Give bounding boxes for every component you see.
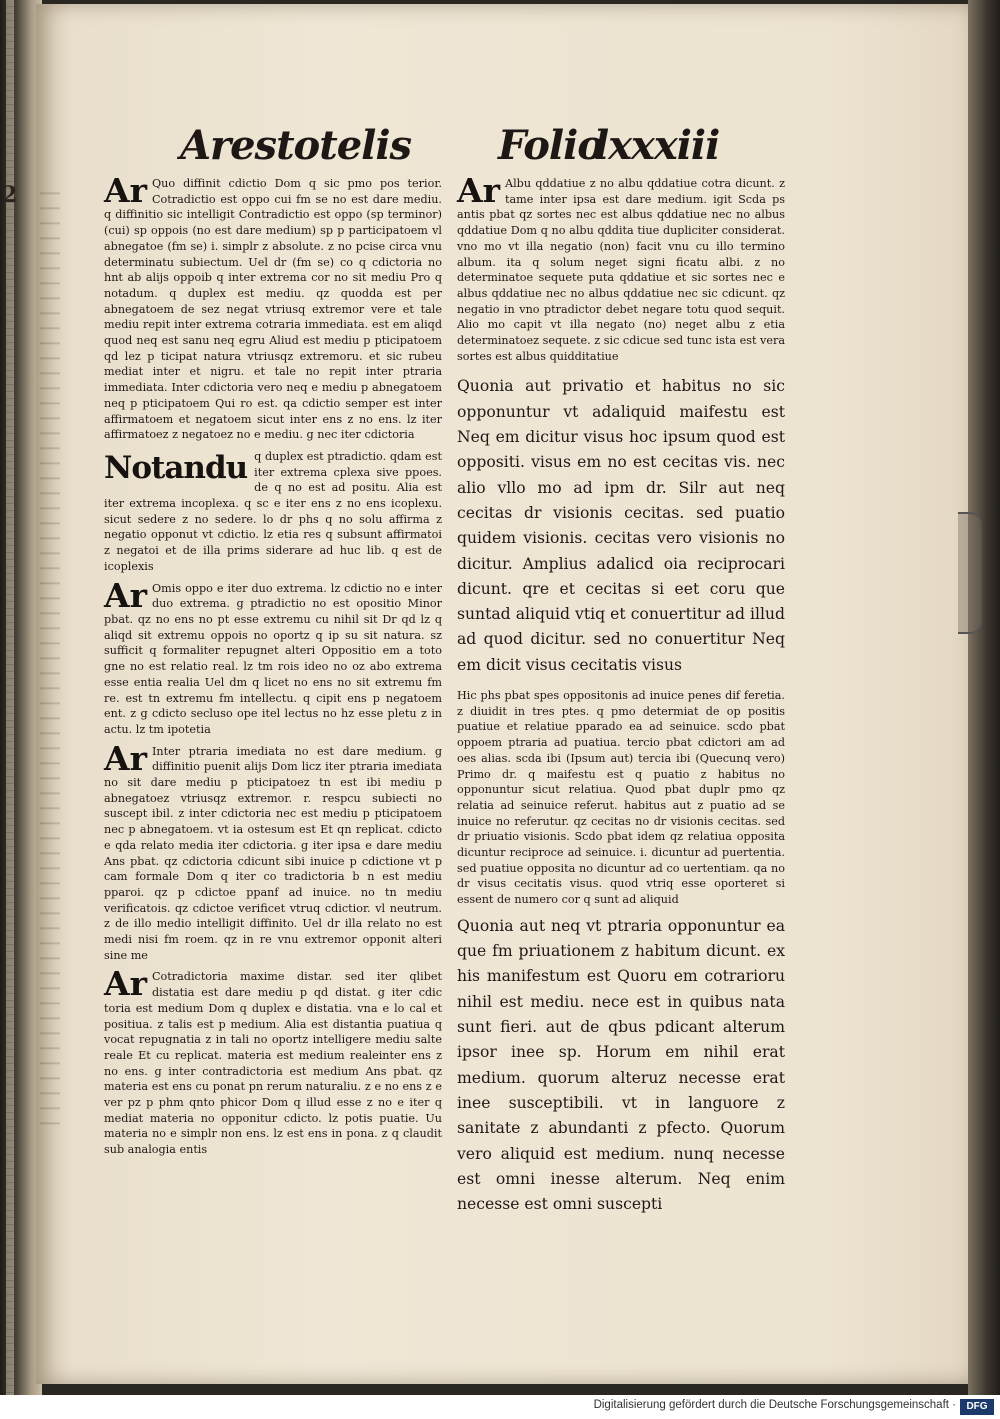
right-commentary: Hic phs pbat spes oppositonis ad inuice penes dif feretia. z diuidit in tres ptes. q pmo determiat de op positis puatiue et relatiue pparado ea ad seinuice. scdo pbat oppoem ptraria ad puatiua. tercio pbat cdictori am ad oes alias. scda ibi (Ipsum aut) tercia ibi (Quecunq vero) Primo dr. q maifestu est q puatio z habitus no opponuntur sicut relatiua. Quod pbat duplr pmo qz relatia ad seinuice referut. habitus aut z puatio ad se inuice no referutur. qz cecitas no dr visionis cecitas. sed dr priuatio visionis. Scdo pbat idem qz relatiua opposita dicuntur reciproce ad seinuice. i. dicuntur ad puertentia. sed puatiue opposita no dicuntur ad co uertentiam. qa no dr visus cecitatis visus. quod vtriq esse oporteret si essent de numero cor q sunt ad aliquid <box>457 689 785 907</box>
margin-mark: 2 <box>2 182 18 208</box>
paragraph-text: Omis oppo e iter duo extrema. lz cdictio no e inter duo extrema. g ptradictio no est opositio Minor pbat. qz no ens no pt esse extremu cu nihil sit Dr qd lz q aliqd sit extremu oppois no oportz q ip su sit natura. sz sufficit q formaliter repugnet alteri Oppositio em a toto gne no est relatio real. lz tm rois ideo no oz abo extrema esse entia realia Uel dm q licet no ens no sit extremu fm re. est tn extremu fm intellectu. q cipit ens p negatoem ent. z g cdicto secluso ope itel lectus no hz esse pletu z in actu. lz tm ipotetia <box>104 581 442 736</box>
book-right-edge <box>968 0 1000 1395</box>
right-paragraph-1 <box>457 171 785 364</box>
footer-bar <box>0 1395 1000 1419</box>
left-column <box>104 171 442 1158</box>
left-paragraph-4 <box>104 738 442 964</box>
initial-letter: Ar <box>104 964 147 1004</box>
paragraph-text: Cotradictoria maxime distar. sed iter qlibet distatia est dare mediu p qd distat. g iter cdic toria est medium Dom q duplex e distatia. vna e lo cal et positiua. z talis est p medium. Alia est distantia puatiua q vocat repugnatia z in tali no oportz intelligere mediu salte reale Et cu replicat. materia est medium realeinter ens z no ens. g inter contradictoria est medium Ans pbat. qz materia est ens cu ponat pn rerum naturaliu. z e no ens z e ver pz p phm qnto phicor Dom q illud esse z no e iter q mediat materia no opponitur cdicto. lz potis puatie. Uu materia no e simplr non ens. lz est ens in pona. z q claudit sub analogia entis <box>104 970 442 1157</box>
page-header <box>100 122 880 172</box>
dfg-logo-icon: DFG <box>960 1399 994 1415</box>
left-paragraph-5 <box>104 964 442 1157</box>
initial-letter: Ar <box>457 171 500 210</box>
paragraph-text: q duplex est ptradictio. qdam est iter extrema cplexa sive ppoes. de q no est ad positu. Alia est iter extrema incoplexa. q sc e iter ens z no ens icoplexu. sicut sedere z no sedere. lo dr phs q no solu affirma z negatio opponut vt cdictio. lz etia res q subsunt affirmatoi z negatoi et de illa prims siderare ad huc lib. q est de icoplexis <box>104 449 442 573</box>
aristotle-text-2: Quonia aut neq vt ptraria opponuntur ea que fm priuationem z habitum dicunt. ex his manifestum est Quoru em cotrarioru nihil est mediu. nece est in quibus nata sunt fieri. aut de qbus pdicant alterum ipsor inee sp. Horum em nihil erat medium. quorum alteruz necesse erat inee susceptibili. vt in languore z sanitate z abundanti z pfecto. Quorum vero aliquid est medium. nunq necesse est omni inesse alterum. Neq enim necesse est omni suscepti <box>457 916 785 1214</box>
folio-number: lxxxiii <box>594 122 720 169</box>
initial-letter: Ar <box>104 738 147 778</box>
initial-letter: Ar <box>104 171 147 210</box>
left-paragraph-2 <box>104 449 442 575</box>
paragraph-text: Inter ptraria imediata no est dare medium. g diffinitio puenit alijs Dom licz iter ptraria imediata no sit dare mediu p pticipatoez tn est ibi mediu p abnegatoez vtriusqz extremor. r. respcu subiecti no suscept ibil. z inter cdictoria nec est mediu p pticipatoem nec p abnegatoem. vt ia ostesum est Et qn replicat. cdicto e qda relato media iter cdictoria. g iter ipsa e dare mediu Ans pbat. qz cdictoria cdicunt sibi inuice p cdictione vt p cam formale Dom q iter co tradictoria b n est mediu pparoi. qz p cdictoe ppanf ad inuice. no tn mediu verificatois. qz cdictoe verificet vtruq cdictior. vl neutrum. z de illo medio intelligit diffinito. Uel dr illa relato no est medi nisi fm roem. qz in re vnu extremor opponit alteri sine me <box>104 744 442 962</box>
left-paragraph-1 <box>104 171 442 443</box>
book-page-stack <box>6 0 14 1395</box>
aristotle-text-1: Quonia aut privatio et habitus no sic opponuntur vt adaliquid maifestu est Neq em dicitur visus hoc ipsum quod est oppositi. visus em no est cecitas vis. nec alio vllo mo ad ipm dr. Silr aut neq cecitas dr visionis cecitas. sed puatio quidem visionis. cecitas vero visionis no dicitur. Amplius adalicd oia reciprocari dicunt. qre et cecitas si eet coru que suntad aliquid vtiq et conuertitur ad illud ad quod dicitur. sed no conuertitur Neq em dicit visus cecitatis visus <box>457 377 785 674</box>
facing-page-bleed <box>40 180 60 1130</box>
running-title: Arestotelis <box>180 122 412 169</box>
notandum-heading: Notandu <box>104 449 248 486</box>
paragraph-text: Albu qddatiue z no albu qddatiue cotra dicunt. z tame inter ipsa est dare medium. igit Scda ps antis pbat qz sortes nec est albus qddatiue nec no albus qddatiue Dom q no albu qddita tiue dupliciter considerat. vno mo vt illa negatio (non) facit vnu cu illo termino album. ita q solum neget signi ficatu albi. z no determinatoe sequete puta qddatiue et sic sortes nec e albus qddatiue nec no albus qddatiue nec sic cdicunt. qz negatio in vno ptradictor debet negare totu quod sequit. Alio mo capit vt illa negato (no) neget albu z etia determinatoez sequete. z sic cdicue sed tunc ista est vera sortes est albus quidditatiue <box>457 177 785 363</box>
right-column <box>457 171 785 1217</box>
folio-label: Folio <box>498 122 603 169</box>
footer-credit: Digitalisierung gefördert durch die Deutsche Forschungsgemeinschaft · <box>593 1399 956 1411</box>
paragraph-text: Quo diffinit cdictio Dom q sic pmo pos terior. Cotradictio est oppo cui fm se no est dare mediu. q diffinitio sic intelligit Contradictio est oppo (sp terminor) (cui) sp oppois (no est dare medium) sp p participatoem vl abnegatoe (fm se) i. simplr z absolute. z no pcise circa vnu determinatu subiectum. Uel dr (fm se) co q cdictoria no hnt ab alijs oppoib q inter extrema cor no sit mediu Pro q notadum. q duplex est mediu. qz quodda est per abnegatoem de sez negat vtriusq extremor vere et tale mediu repit inter extrema cotraria immediata. est em aliqd quod neq est sanu neq egru Aliud est mediu p pticipatoem qd lez p ticipat natura vtriusqz extremoru. et sic rubeu mediat inter et nigru. et tale no repit inter ptraria immediata. Inter cdictoria vero neq e mediu p abnegatoem neq p pticipatoem Qui ro est. qa cdictio semper est inter affirmatoem et negatoem sicut inter ens z no ens. lz iter affirmatoez z negatoez no e mediu. g nec iter cdictoria <box>104 177 442 442</box>
page-clip <box>958 512 982 634</box>
initial-letter: Ar <box>104 575 147 615</box>
left-paragraph-3 <box>104 575 442 738</box>
